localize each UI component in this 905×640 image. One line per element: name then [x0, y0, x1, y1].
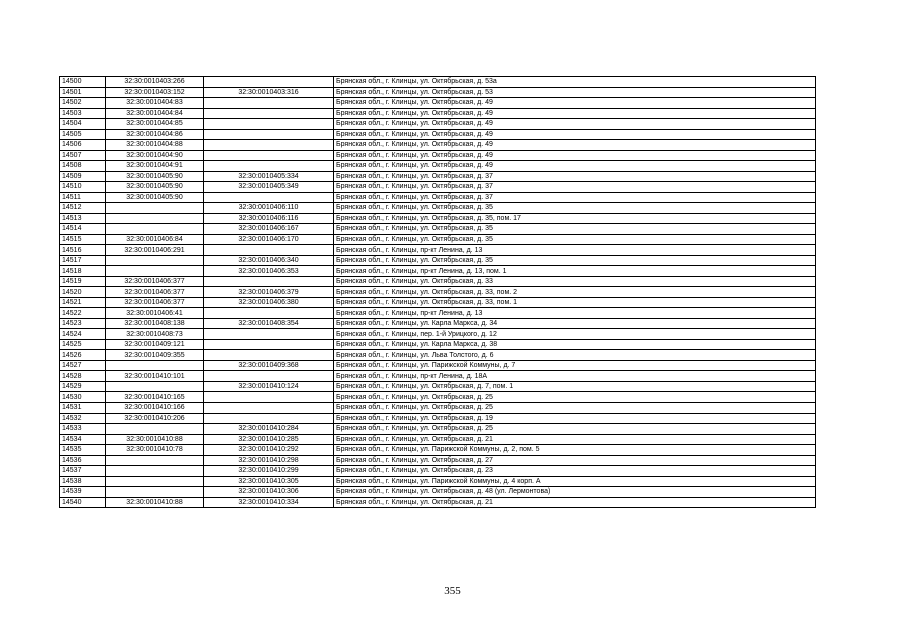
building-cadastral-cell: 32:30:0010410:305 — [204, 476, 334, 487]
address-cell: Брянская обл., г. Клинцы, ул. Октябрьская, д. 49 — [334, 140, 816, 151]
address-cell: Брянская обл., г. Клинцы, ул. Октябрьская, д. 33, пом. 1 — [334, 297, 816, 308]
building-cadastral-cell — [204, 119, 334, 130]
row-number-cell: 14514 — [60, 224, 106, 235]
building-cadastral-cell: 32:30:0010406:353 — [204, 266, 334, 277]
table-row — [60, 119, 816, 130]
row-number-cell: 14534 — [60, 434, 106, 445]
parcel-cadastral-cell: 32:30:0010406:291 — [106, 245, 204, 256]
row-number-cell: 14512 — [60, 203, 106, 214]
parcel-cadastral-cell: 32:30:0010404:86 — [106, 129, 204, 140]
building-cadastral-cell — [204, 108, 334, 119]
row-number-cell: 14535 — [60, 445, 106, 456]
table-row — [60, 150, 816, 161]
building-cadastral-cell: 32:30:0010406:110 — [204, 203, 334, 214]
building-cadastral-cell — [204, 308, 334, 319]
address-cell: Брянская обл., г. Клинцы, ул. Октябрьская, д. 35 — [334, 224, 816, 235]
row-number-cell: 14515 — [60, 234, 106, 245]
table-row — [60, 108, 816, 119]
table-row — [60, 339, 816, 350]
building-cadastral-cell: 32:30:0010410:124 — [204, 381, 334, 392]
address-cell: Брянская обл., г. Клинцы, ул. Октябрьская, д. 33, пом. 2 — [334, 287, 816, 298]
address-cell: Брянская обл., г. Клинцы, ул. Октябрьская, д. 49 — [334, 129, 816, 140]
address-cell: Брянская обл., г. Клинцы, ул. Октябрьская, д. 21 — [334, 434, 816, 445]
table-row — [60, 287, 816, 298]
address-cell: Брянская обл., г. Клинцы, ул. Октябрьская, д. 37 — [334, 171, 816, 182]
address-cell: Брянская обл., г. Клинцы, пер. 1-й Урицкого, д. 12 — [334, 329, 816, 340]
row-number-cell: 14507 — [60, 150, 106, 161]
parcel-cadastral-cell — [106, 455, 204, 466]
parcel-cadastral-cell: 32:30:0010404:83 — [106, 98, 204, 109]
parcel-cadastral-cell: 32:30:0010410:78 — [106, 445, 204, 456]
table-row — [60, 402, 816, 413]
table-row — [60, 381, 816, 392]
address-cell: Брянская обл., г. Клинцы, ул. Октябрьская, д. 23 — [334, 466, 816, 477]
table-row — [60, 424, 816, 435]
row-number-cell: 14531 — [60, 402, 106, 413]
address-cell: Брянская обл., г. Клинцы, ул. Октябрьская, д. 25 — [334, 392, 816, 403]
row-number-cell: 14504 — [60, 119, 106, 130]
parcel-cadastral-cell: 32:30:0010408:138 — [106, 318, 204, 329]
row-number-cell: 14532 — [60, 413, 106, 424]
parcel-cadastral-cell — [106, 203, 204, 214]
building-cadastral-cell: 32:30:0010409:368 — [204, 360, 334, 371]
table-row — [60, 224, 816, 235]
row-number-cell: 14521 — [60, 297, 106, 308]
parcel-cadastral-cell: 32:30:0010406:84 — [106, 234, 204, 245]
address-cell: Брянская обл., г. Клинцы, ул. Октябрьская, д. 19 — [334, 413, 816, 424]
registry-table — [59, 76, 816, 508]
row-number-cell: 14523 — [60, 318, 106, 329]
parcel-cadastral-cell: 32:30:0010410:165 — [106, 392, 204, 403]
table-row — [60, 171, 816, 182]
building-cadastral-cell — [204, 371, 334, 382]
row-number-cell: 14503 — [60, 108, 106, 119]
parcel-cadastral-cell — [106, 266, 204, 277]
building-cadastral-cell: 32:30:0010406:340 — [204, 255, 334, 266]
parcel-cadastral-cell: 32:30:0010405:90 — [106, 192, 204, 203]
address-cell: Брянская обл., г. Клинцы, ул. Октябрьская, д. 7, пом. 1 — [334, 381, 816, 392]
parcel-cadastral-cell: 32:30:0010404:90 — [106, 150, 204, 161]
building-cadastral-cell: 32:30:0010410:334 — [204, 497, 334, 508]
row-number-cell: 14527 — [60, 360, 106, 371]
building-cadastral-cell: 32:30:0010406:170 — [204, 234, 334, 245]
table-row — [60, 413, 816, 424]
table-row — [60, 77, 816, 88]
table-row — [60, 371, 816, 382]
address-cell: Брянская обл., г. Клинцы, ул. Октябрьская, д. 49 — [334, 108, 816, 119]
building-cadastral-cell — [204, 98, 334, 109]
row-number-cell: 14533 — [60, 424, 106, 435]
row-number-cell: 14513 — [60, 213, 106, 224]
address-cell: Брянская обл., г. Клинцы, ул. Октябрьская, д. 48 (ул. Лермонтова) — [334, 487, 816, 498]
table-row — [60, 434, 816, 445]
row-number-cell: 14519 — [60, 276, 106, 287]
building-cadastral-cell: 32:30:0010406:380 — [204, 297, 334, 308]
table-row — [60, 140, 816, 151]
parcel-cadastral-cell — [106, 255, 204, 266]
building-cadastral-cell: 32:30:0010410:306 — [204, 487, 334, 498]
parcel-cadastral-cell: 32:30:0010410:88 — [106, 434, 204, 445]
address-cell: Брянская обл., г. Клинцы, ул. Октябрьская, д. 35 — [334, 255, 816, 266]
address-cell: Брянская обл., г. Клинцы, пр-кт Ленина, д. 13, пом. 1 — [334, 266, 816, 277]
parcel-cadastral-cell: 32:30:0010406:377 — [106, 276, 204, 287]
parcel-cadastral-cell: 32:30:0010410:166 — [106, 402, 204, 413]
building-cadastral-cell: 32:30:0010406:167 — [204, 224, 334, 235]
address-cell: Брянская обл., г. Клинцы, ул. Парижской Коммуны, д. 7 — [334, 360, 816, 371]
table-row — [60, 392, 816, 403]
building-cadastral-cell — [204, 329, 334, 340]
table-row — [60, 245, 816, 256]
building-cadastral-cell: 32:30:0010410:284 — [204, 424, 334, 435]
address-cell: Брянская обл., г. Клинцы, ул. Октябрьская, д. 53 — [334, 87, 816, 98]
row-number-cell: 14517 — [60, 255, 106, 266]
parcel-cadastral-cell — [106, 224, 204, 235]
address-cell: Брянская обл., г. Клинцы, пр-кт Ленина, д. 13 — [334, 245, 816, 256]
address-cell: Брянская обл., г. Клинцы, ул. Октябрьская, д. 49 — [334, 150, 816, 161]
parcel-cadastral-cell: 32:30:0010403:152 — [106, 87, 204, 98]
address-cell: Брянская обл., г. Клинцы, ул. Октябрьская, д. 49 — [334, 161, 816, 172]
table-row — [60, 161, 816, 172]
row-number-cell: 14530 — [60, 392, 106, 403]
building-cadastral-cell: 32:30:0010410:292 — [204, 445, 334, 456]
row-number-cell: 14508 — [60, 161, 106, 172]
parcel-cadastral-cell: 32:30:0010410:101 — [106, 371, 204, 382]
parcel-cadastral-cell: 32:30:0010409:121 — [106, 339, 204, 350]
building-cadastral-cell — [204, 192, 334, 203]
table-row — [60, 329, 816, 340]
table-row — [60, 213, 816, 224]
table-row — [60, 129, 816, 140]
table-row — [60, 182, 816, 193]
building-cadastral-cell: 32:30:0010405:334 — [204, 171, 334, 182]
building-cadastral-cell — [204, 77, 334, 88]
address-cell: Брянская обл., г. Клинцы, ул. Октябрьская, д. 35 — [334, 234, 816, 245]
building-cadastral-cell — [204, 245, 334, 256]
row-number-cell: 14510 — [60, 182, 106, 193]
row-number-cell: 14501 — [60, 87, 106, 98]
table-row — [60, 98, 816, 109]
address-cell: Брянская обл., г. Клинцы, пр-кт Ленина, д. 13 — [334, 308, 816, 319]
parcel-cadastral-cell: 32:30:0010410:206 — [106, 413, 204, 424]
address-cell: Брянская обл., г. Клинцы, ул. Октябрьская, д. 37 — [334, 192, 816, 203]
parcel-cadastral-cell — [106, 213, 204, 224]
building-cadastral-cell — [204, 129, 334, 140]
building-cadastral-cell — [204, 413, 334, 424]
address-cell: Брянская обл., г. Клинцы, ул. Октябрьская, д. 25 — [334, 402, 816, 413]
building-cadastral-cell: 32:30:0010406:116 — [204, 213, 334, 224]
table-row — [60, 350, 816, 361]
parcel-cadastral-cell — [106, 466, 204, 477]
row-number-cell: 14502 — [60, 98, 106, 109]
building-cadastral-cell: 32:30:0010403:316 — [204, 87, 334, 98]
row-number-cell: 14520 — [60, 287, 106, 298]
building-cadastral-cell: 32:30:0010408:354 — [204, 318, 334, 329]
row-number-cell: 14509 — [60, 171, 106, 182]
address-cell: Брянская обл., г. Клинцы, ул. Парижской Коммуны, д. 4 корп. А — [334, 476, 816, 487]
parcel-cadastral-cell: 32:30:0010403:266 — [106, 77, 204, 88]
building-cadastral-cell: 32:30:0010410:285 — [204, 434, 334, 445]
building-cadastral-cell — [204, 161, 334, 172]
parcel-cadastral-cell — [106, 476, 204, 487]
row-number-cell: 14528 — [60, 371, 106, 382]
address-cell: Брянская обл., г. Клинцы, ул. Парижской Коммуны, д. 2, пом. 5 — [334, 445, 816, 456]
row-number-cell: 14511 — [60, 192, 106, 203]
table-row — [60, 308, 816, 319]
address-cell: Брянская обл., г. Клинцы, ул. Октябрьская, д. 27 — [334, 455, 816, 466]
row-number-cell: 14529 — [60, 381, 106, 392]
parcel-cadastral-cell: 32:30:0010404:85 — [106, 119, 204, 130]
parcel-cadastral-cell: 32:30:0010405:90 — [106, 171, 204, 182]
parcel-cadastral-cell: 32:30:0010409:355 — [106, 350, 204, 361]
table-row — [60, 234, 816, 245]
address-cell: Брянская обл., г. Клинцы, ул. Октябрьская, д. 21 — [334, 497, 816, 508]
table-row — [60, 476, 816, 487]
address-cell: Брянская обл., г. Клинцы, ул. Октябрьская, д. 33 — [334, 276, 816, 287]
parcel-cadastral-cell — [106, 487, 204, 498]
parcel-cadastral-cell: 32:30:0010404:88 — [106, 140, 204, 151]
address-cell: Брянская обл., г. Клинцы, ул. Октябрьская, д. 53а — [334, 77, 816, 88]
parcel-cadastral-cell: 32:30:0010406:41 — [106, 308, 204, 319]
building-cadastral-cell — [204, 392, 334, 403]
table-row — [60, 445, 816, 456]
building-cadastral-cell — [204, 140, 334, 151]
row-number-cell: 14506 — [60, 140, 106, 151]
parcel-cadastral-cell: 32:30:0010404:84 — [106, 108, 204, 119]
table-row — [60, 255, 816, 266]
table-row — [60, 455, 816, 466]
table-row — [60, 360, 816, 371]
building-cadastral-cell: 32:30:0010410:298 — [204, 455, 334, 466]
parcel-cadastral-cell: 32:30:0010406:377 — [106, 287, 204, 298]
row-number-cell: 14525 — [60, 339, 106, 350]
row-number-cell: 14516 — [60, 245, 106, 256]
parcel-cadastral-cell — [106, 424, 204, 435]
building-cadastral-cell — [204, 339, 334, 350]
table-row — [60, 192, 816, 203]
parcel-cadastral-cell: 32:30:0010406:377 — [106, 297, 204, 308]
table-row — [60, 297, 816, 308]
building-cadastral-cell — [204, 150, 334, 161]
address-cell: Брянская обл., г. Клинцы, ул. Льва Толстого, д. 6 — [334, 350, 816, 361]
parcel-cadastral-cell — [106, 381, 204, 392]
building-cadastral-cell — [204, 402, 334, 413]
table-row — [60, 203, 816, 214]
parcel-cadastral-cell: 32:30:0010410:88 — [106, 497, 204, 508]
row-number-cell: 14505 — [60, 129, 106, 140]
address-cell: Брянская обл., г. Клинцы, ул. Карла Маркса, д. 38 — [334, 339, 816, 350]
address-cell: Брянская обл., г. Клинцы, ул. Октябрьская, д. 35 — [334, 203, 816, 214]
table-row — [60, 466, 816, 477]
table-row — [60, 87, 816, 98]
table-row — [60, 318, 816, 329]
row-number-cell: 14500 — [60, 77, 106, 88]
row-number-cell: 14537 — [60, 466, 106, 477]
address-cell: Брянская обл., г. Клинцы, ул. Октябрьская, д. 25 — [334, 424, 816, 435]
address-cell: Брянская обл., г. Клинцы, ул. Октябрьская, д. 35, пом. 17 — [334, 213, 816, 224]
row-number-cell: 14539 — [60, 487, 106, 498]
building-cadastral-cell — [204, 350, 334, 361]
address-cell: Брянская обл., г. Клинцы, ул. Октябрьская, д. 49 — [334, 98, 816, 109]
address-cell: Брянская обл., г. Клинцы, пр-кт Ленина, д. 18А — [334, 371, 816, 382]
building-cadastral-cell: 32:30:0010410:299 — [204, 466, 334, 477]
row-number-cell: 14524 — [60, 329, 106, 340]
table-row — [60, 266, 816, 277]
table-row — [60, 487, 816, 498]
registry-table-body — [60, 77, 816, 508]
address-cell: Брянская обл., г. Клинцы, ул. Октябрьская, д. 37 — [334, 182, 816, 193]
row-number-cell: 14538 — [60, 476, 106, 487]
address-cell: Брянская обл., г. Клинцы, ул. Октябрьская, д. 49 — [334, 119, 816, 130]
table-row — [60, 276, 816, 287]
row-number-cell: 14540 — [60, 497, 106, 508]
building-cadastral-cell: 32:30:0010405:349 — [204, 182, 334, 193]
building-cadastral-cell — [204, 276, 334, 287]
row-number-cell: 14518 — [60, 266, 106, 277]
row-number-cell: 14522 — [60, 308, 106, 319]
parcel-cadastral-cell: 32:30:0010405:90 — [106, 182, 204, 193]
parcel-cadastral-cell — [106, 360, 204, 371]
parcel-cadastral-cell: 32:30:0010408:73 — [106, 329, 204, 340]
table-row — [60, 497, 816, 508]
building-cadastral-cell: 32:30:0010406:379 — [204, 287, 334, 298]
row-number-cell: 14536 — [60, 455, 106, 466]
page-number: 355 — [444, 585, 461, 597]
address-cell: Брянская обл., г. Клинцы, ул. Карла Маркса, д. 34 — [334, 318, 816, 329]
parcel-cadastral-cell: 32:30:0010404:91 — [106, 161, 204, 172]
row-number-cell: 14526 — [60, 350, 106, 361]
